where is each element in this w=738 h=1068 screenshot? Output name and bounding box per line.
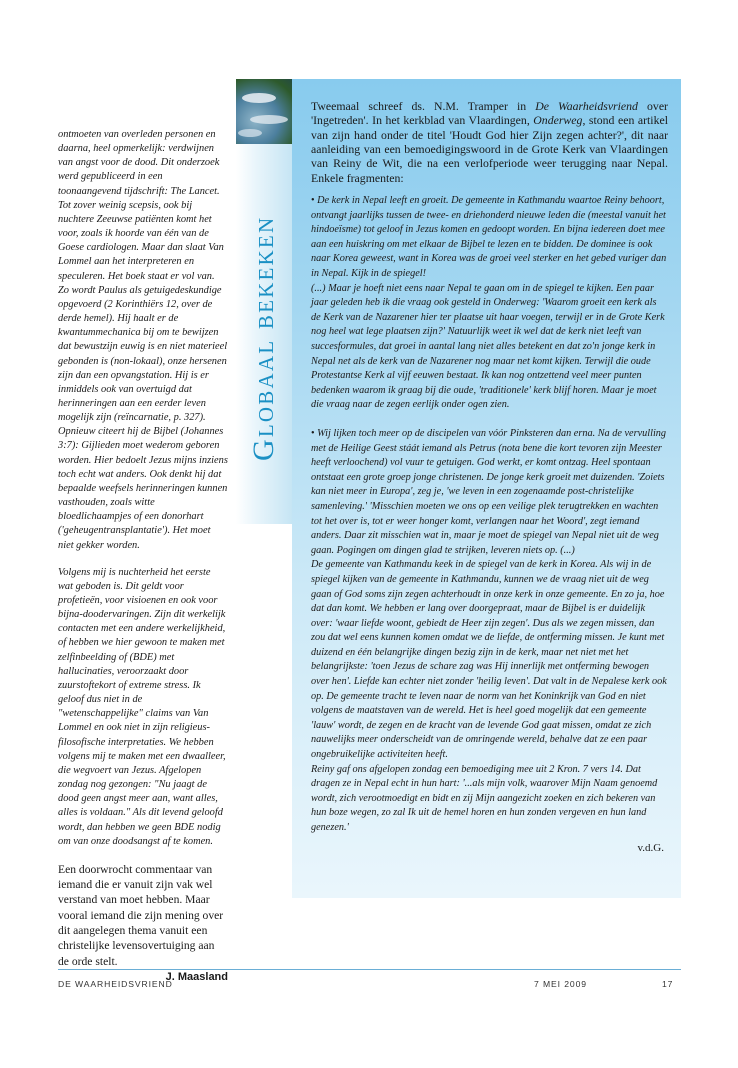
left-paragraph-2: Volgens mij is nuchterheid het eerste wat geboden is. Dit geldt voor profetieën, voor visioenen en ook voor bijna-doodervaringen. Zijn dit werkelijk contacten met een andere werkelijkheid, of hebben we hier gewoon te maken met zelfinbeelding of (BDE) met hallucinaties, veroorzaakt door zuurstoftekort of extreme stress. Ik geloof dus niet in de "wetenschappelijke" claims van Van Lommel en ook niet in zijn religieus-filosofische interpretaties. We hebben volgens mij te maken met een dwaalleer, die wegvoert van Jezus. Afgelopen zondag nog gezongen: "Nu jaagt de dood geen angst meer aan, want alles, alles is voldaan." Als dit levend geloofd wordt, dan hebben we geen BDE nodig om van onze doodsangst af te komen. (58, 566, 226, 847)
page-number: 17 (662, 979, 674, 989)
intro-text-2: over 'Ingetreden'. In het kerkblad van Vlaardingen, (311, 99, 668, 128)
fragment-1-text-1: De kerk in Nepal leeft en groeit. De gemeente in Kathmandu waartoe Reiny behoort, ontvangt jaarlijks tussen de twee- en driehonderd nieuwe leden die (meestal vanuit het hindoeïsme) tot geloof in Jezus komen en gedoopt worden. En bijna iedereen doet mee aan een huiskring om met elkaar de Bijbel te lezen en te bidden. De dominee is ook naar Korea geweest, want in Korea was de groei veel sterker en het gebed vuriger dan in Nepal. Kijk in de spiegel! (311, 195, 667, 280)
left-column (58, 128, 228, 984)
author-initials: v.d.G. (637, 841, 664, 854)
church-magazine-title: Onderweg (533, 113, 583, 128)
left-paragraph-3: Een doorwrocht commentaar van iemand die er vanuit zijn vak wel verstand van moet hebben. Maar vooral iemand die zijn mening over dit aangelegen thema vanuit een christelijke levensovertuiging aan de orde stelt. (58, 862, 224, 968)
quote-text (311, 99, 668, 855)
footer-divider (58, 969, 681, 970)
bullet-icon: • (311, 427, 315, 439)
author-signature: J. Maasland (165, 970, 228, 983)
cloud-shape (250, 115, 288, 124)
fragment-1-part-2: (...) Maar je hoeft niet eens naar Nepal te gaan om in de spiegel te kijken. Een paar jaar geleden heb ik die vraag ook gesteld in Onderweg: 'Waarom groeit een kerk als de Kerk van de Nazarener hier ter plaatse uit haar voegen, terwijl er in de Grote Kerk nog heel wat lege plaatsen zijn?' Natuurlijk weet ik wel dat de kerk niet leeft van succesformules, dat groei in aantal lang niet alles betekent en dat zo'n jonge kerk in Nepal net als de kerk van de Nazarener nog maar net komt kijken. Terwijl die oude Protestantse Kerk al vijf eeuwen bestaat. Ik kan nog ontzettend veel meer punten bedenken waarom ik graag bij die oude, 'traditionele' kerk blijf horen. Maar je moet die vraag naar de zegen eerlijk onder ogen zien. (311, 282, 665, 411)
fragment-2-part-2: De gemeente van Kathmandu keek in de spiegel van de kerk in Korea. Als wij in de spiegel kijken van de gemeente in Kathmandu, kunnen we de vraag niet uit de weg gaan of God soms zijn zegen achterhoudt in onze kerk in onze gemeente. En zo ja, hoe dat dan komt. We hebben er lang over doorgepraat, maar de Bijbel is er duidelijk over: 'waar liefde woont, gebiedt de Heer zijn zegen'. Dus als we zegen missen, dan zou dat wel eens kunnen komen omdat we de liefde, de ontferming missen. Je kunt met duizend en één belangrijke dingen bezig zijn in de kerk, maar net niet met het belangrijkste: 'toen Jezus de schare zag was Hij innerlijk met ontferming bewogen over hen'. Liefde kan echter niet zonder 'heilig leven'. Dat valt in de Nepalese kerk ook op. De gemeente tracht te leven naar de norm van het Koninkrijk van God en niet volgens de maatstaven van de wereld. Het is heel goed mogelijk dat een gemeente 'lauw' wordt, de zegen en de kracht van de levende God gaat missen, omdat ze zich nauwelijks meer onderscheidt van de omringende wereld, behalve dat ze een paar ongebruikelijke activiteiten heeft. (311, 559, 667, 761)
intro-text-1: Tweemaal schreef ds. N.M. Tramper in (311, 99, 536, 113)
left-paragraph-1: ontmoeten van overleden personen en daarna, heel opmerkelijk: verdwijnen van angst voor de dood. Dit onderzoek werd gepubliceerd in een toonaangevend tijdschrift: The Lancet. Tot zover weinig scepsis, ook bij nuchtere Zeeuwse patiënten komt het voor, zoals ik hoorde van één van de Goese cardiologen. Maar dan slaat Van Lommel aan het interpreteren en speculeren. Het boek staat er vol van. Zo wordt Paulus als getuigedeskundige opgevoerd (2 Korinthiërs 12, over de derde hemel). Hij haalt er de kwantummechanica bij om te bewijzen dat bewustzijn euwig is en niet materieel gebonden is (non-lokaal), onze hersenen zijn dan een opvangstation. Hij is er inmiddels ook van overtuigd dat herinneringen aan een eerder leven mogelijk zijn (reïncarnatie, p. 327). Opnieuw citeert hij de Bijbel (Johannes 3:7): Gijlieden moet wederom geboren worden. Hier bedoelt Jezus mijns inziens toch echt wat anders. Ook denkt hij dat bepaalde weefsels herinneringen kunnen vasthouden, zoals witte bloedlichaampjes of een donorhart ('geheugentransplantatie'). Het moet niet gekker worden. (58, 129, 228, 551)
quote-box (292, 79, 681, 898)
cloud-shape (242, 93, 276, 103)
bullet-icon: • (311, 195, 315, 207)
earth-image (236, 79, 292, 144)
fragment-2-part-1 (311, 427, 668, 558)
fragment-2-text-1: Wij lijken toch meer op de discipelen van vóór Pinksteren dan erna. Na de vervulling met de Heilige Geest stáát iemand als Petrus (nota bene die kort tevoren zijn Meester heeft verloochend) vol vuur te getuigen. God werkt, er komt ontzag. Heel spontaan ontstaat een grote groep jonge christenen. De jonge kerk groeit met duizenden. 'Zoiets kan niet meer in Europa', zeg je, 'we leven in een zogenaamde post-christelijke samenleving.' 'Misschien moeten we ons op een veilige plek terugtrekken en wachten tot het over is, tot er weer honger komt, verlangen naar het Woord', zegt iemand anders. Daar zit misschien wat in, maar je moet de spiegel van Nepal niet uit de weg gaan. Pogingen om dingen glad te strijken, leveren niets op. (...) (311, 427, 667, 556)
intro-paragraph (311, 99, 668, 185)
footer-date: 7 MEI 2009 (534, 979, 587, 989)
fragment-2-part-3: Reiny gaf ons afgelopen zondag een bemoediging mee uit 2 Kron. 7 vers 14. Dat dragen ze in Nepal echt in hun hart: '...als mijn volk, waarover Mijn Naam genoemd wordt, zich verootmoedigt en bidt en zij Mijn aangezicht zoeken en zich bekeren van hun boze wegen, zo zal Ik uit de hemel horen en hun zonden vergeven en hun land genezen.' (311, 763, 658, 833)
intro-text-3: , stond een artikel van zijn hand onder de titel 'Houdt God hier Zijn zegen achter?', dit naar aanleiding van een bemoedigingswoord in de Grote Kerk van Vlaardingen van Reiny de Wit, die na een verlofperiode weer terugging naar Nepal. Enkele fragmenten: (311, 113, 668, 185)
section-title-vertical: Globaal bekeken (247, 215, 280, 461)
fragment-1-part-1 (311, 194, 668, 282)
cloud-shape (238, 129, 262, 137)
footer-publication: DE WAARHEIDSVRIEND (58, 979, 173, 989)
magazine-title: De Waarheidsvriend (535, 99, 638, 113)
